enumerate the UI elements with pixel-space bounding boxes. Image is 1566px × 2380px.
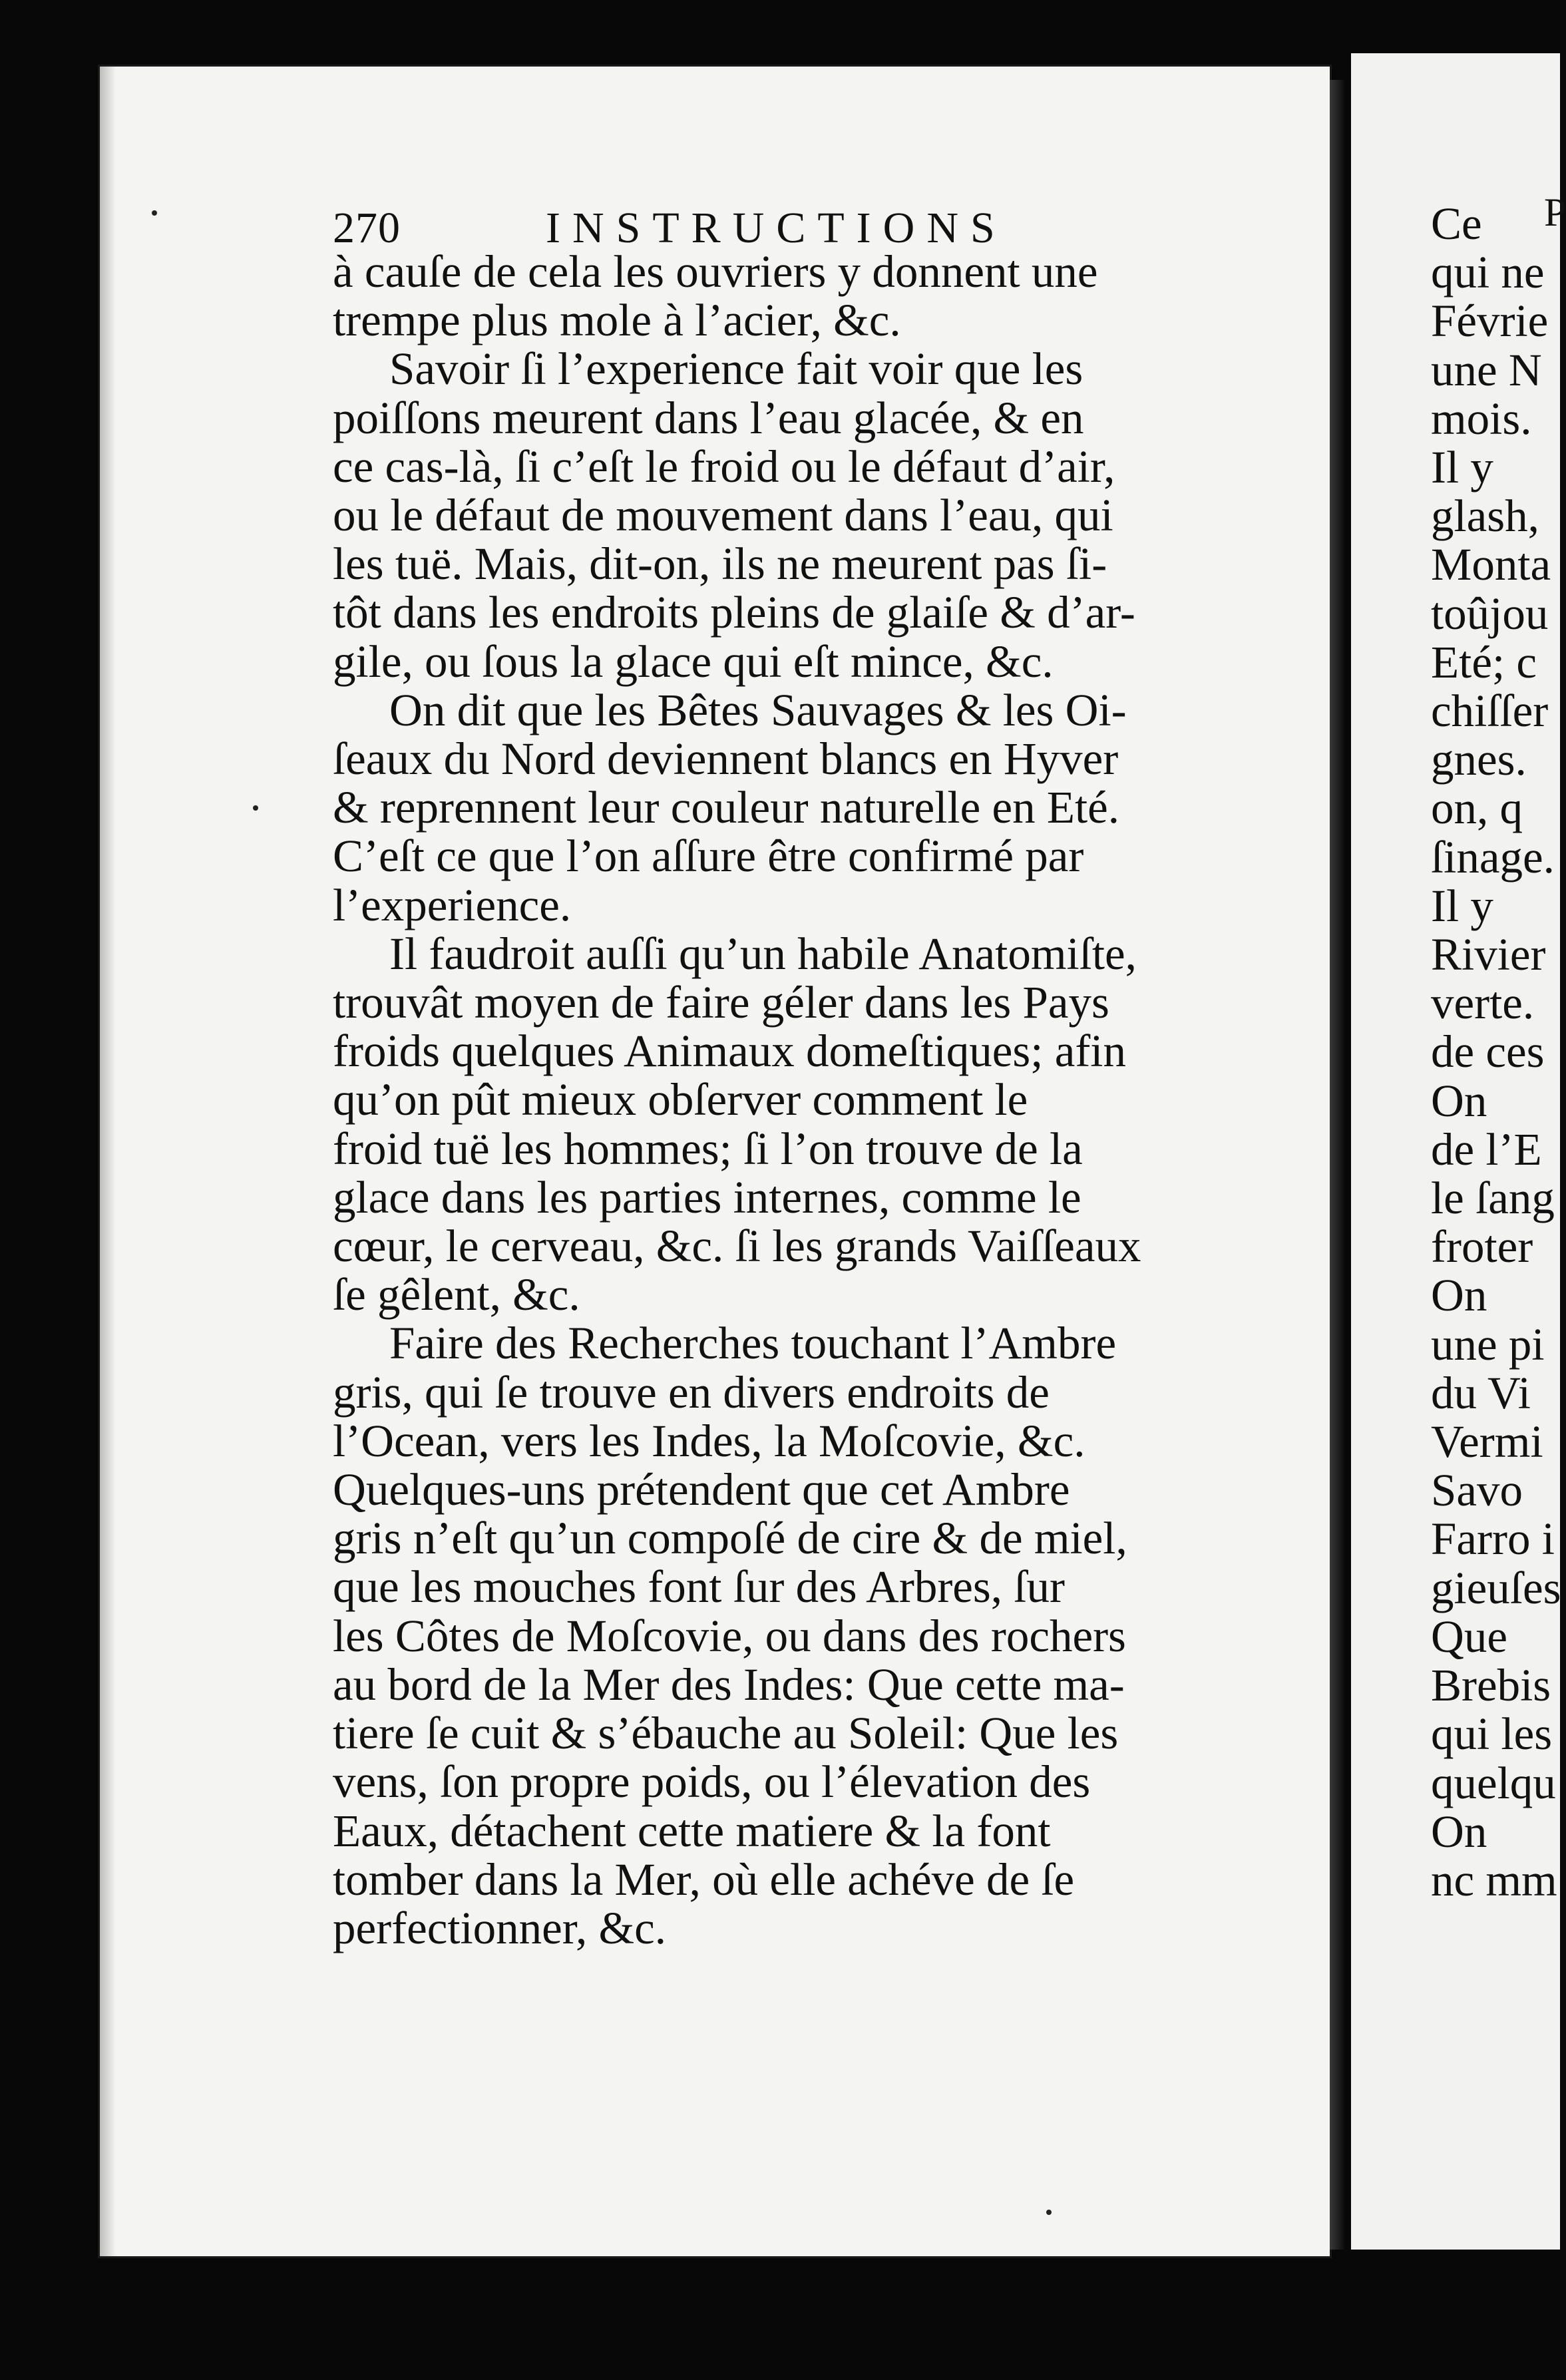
text-line: ſe gêlent, &c. (333, 1269, 580, 1320)
right-text-line: le ſang (1431, 1173, 1555, 1224)
right-page-text (1431, 200, 1560, 1905)
text-line: ce cas-là, ſi c’eſt le froid ou le défaut d’air, (333, 441, 1115, 492)
text-line: au bord de la Mer des Indes: Que cette ma- (333, 1659, 1125, 1710)
ink-speck (1046, 2210, 1052, 2215)
text-line: vens, ſon propre poids, ou l’élevation des (333, 1756, 1091, 1808)
text-line: Il faudroit auſſi qu’un habile Anatomiſte, (389, 928, 1137, 979)
right-text-line: gnes. (1431, 734, 1527, 785)
text-line: perfectionner, &c. (333, 1902, 667, 1953)
text-line: froids quelques Animaux domeſtiques; afin (333, 1026, 1126, 1077)
text-line: tomber dans la Mer, où elle achéve de ſe (333, 1854, 1075, 1905)
text-line: gris, qui ſe trouve en divers endroits de (333, 1366, 1050, 1418)
right-text-line: de ces (1431, 1026, 1545, 1078)
text-line: ou le défaut de mouvement dans l’eau, qui (333, 490, 1113, 541)
text-line: trouvât moyen de faire géler dans les Pays (333, 977, 1109, 1028)
right-text-line: Il y (1431, 442, 1493, 493)
right-text-line: Févrie (1431, 296, 1549, 347)
text-line: gile, ou ſous la glace qui eſt mince, &c. (333, 636, 1054, 687)
right-text-line: toûjou (1431, 588, 1549, 639)
right-text-line: Farro i (1431, 1513, 1555, 1565)
right-text-line: mois. (1431, 393, 1532, 444)
page-edge-shadow (100, 67, 116, 2256)
right-text-line: Rivier (1431, 929, 1546, 980)
right-text-line: Vermi (1431, 1416, 1543, 1468)
right-text-line: on, q (1431, 783, 1523, 834)
text-line: C’eſt ce que l’on aſſure être confirmé par (333, 831, 1084, 882)
right-text-line: Eté; c (1431, 636, 1537, 688)
right-text-line: Ce (1431, 198, 1482, 249)
right-text-line: Que (1431, 1611, 1507, 1662)
right-running-head-fragment: P (1544, 190, 1566, 234)
right-text-line: Brebis (1431, 1660, 1551, 1711)
right-text-line: On (1431, 1075, 1487, 1126)
right-text-line: Il y (1431, 880, 1493, 931)
right-text-line: qui ne (1431, 247, 1545, 298)
text-line: ſeaux du Nord deviennent blancs en Hyver (333, 733, 1119, 785)
text-line: l’experience. (333, 879, 572, 930)
right-text-line: chiſſer (1431, 686, 1549, 737)
right-text-line: ſinage. (1431, 831, 1555, 883)
right-text-line: de l’E (1431, 1123, 1542, 1175)
text-line: les Côtes de Moſcovie, ou dans des rochers (333, 1610, 1126, 1661)
text-line: tiere ſe cuit & s’ébauche au Soleil: Que les (333, 1708, 1119, 1759)
right-text-line: glash, (1431, 491, 1539, 542)
right-text-line: qui les (1431, 1708, 1553, 1760)
right-text-line: Savo (1431, 1465, 1523, 1516)
text-line: & reprennent leur couleur naturelle en Eté. (333, 782, 1120, 833)
right-text-line: une pi (1431, 1318, 1545, 1370)
text-line: froid tuë les hommes; ſi l’on trouve de la (333, 1123, 1083, 1174)
text-line: cœur, le cerveau, &c. ſi les grands Vaiſſeaux (333, 1221, 1141, 1272)
ink-speck (152, 210, 157, 216)
text-line: Quelques-uns prétendent que cet Ambre (333, 1464, 1070, 1515)
right-text-line: une N (1431, 344, 1542, 395)
right-text-line: gieuſes (1431, 1562, 1561, 1613)
running-head-title: INSTRUCTIONS (546, 204, 1007, 252)
page-number: 270 (333, 204, 401, 252)
text-line: Faire des Recherches touchant l’Ambre (389, 1318, 1117, 1369)
text-line: l’Ocean, vers les Indes, la Moſcovie, &c. (333, 1415, 1085, 1466)
text-line: Eaux, détachent cette matiere & la font (333, 1805, 1051, 1856)
text-line: gris n’eſt qu’un compoſé de cire & de miel, (333, 1513, 1127, 1564)
text-line: Savoir ſi l’experience fait voir que les (389, 343, 1083, 395)
text-line: tôt dans les endroits pleins de glaiſe & d’ar- (333, 587, 1135, 638)
text-line: les tuë. Mais, dit-on, ils ne meurent pas ſi- (333, 538, 1107, 590)
right-text-line: nc mm (1431, 1854, 1557, 1905)
text-line: poiſſons meurent dans l’eau glacée, & en (333, 392, 1084, 443)
left-page-text (333, 200, 1278, 1953)
right-text-line: Monta (1431, 539, 1551, 590)
right-text-line: On (1431, 1270, 1487, 1321)
ink-speck (253, 805, 258, 811)
text-line: On dit que les Bêtes Sauvages & les Oi- (389, 684, 1127, 735)
text-line: trempe plus mole à l’acier, &c. (333, 295, 901, 346)
right-text-line: froter (1431, 1221, 1533, 1273)
text-line: que les mouches font ſur des Arbres, ſur (333, 1561, 1065, 1613)
right-text-line: quelqu (1431, 1757, 1556, 1808)
text-line: glace dans les parties internes, comme le (333, 1171, 1081, 1223)
right-text-line: On (1431, 1806, 1487, 1857)
right-text-line: du Vi (1431, 1367, 1531, 1418)
text-line: à cauſe de cela les ouvriers y donnent une (333, 246, 1098, 297)
right-text-line: verte. (1431, 978, 1535, 1029)
text-line: qu’on pût mieux obſerver comment le (333, 1074, 1028, 1125)
body-text (333, 248, 1278, 1953)
